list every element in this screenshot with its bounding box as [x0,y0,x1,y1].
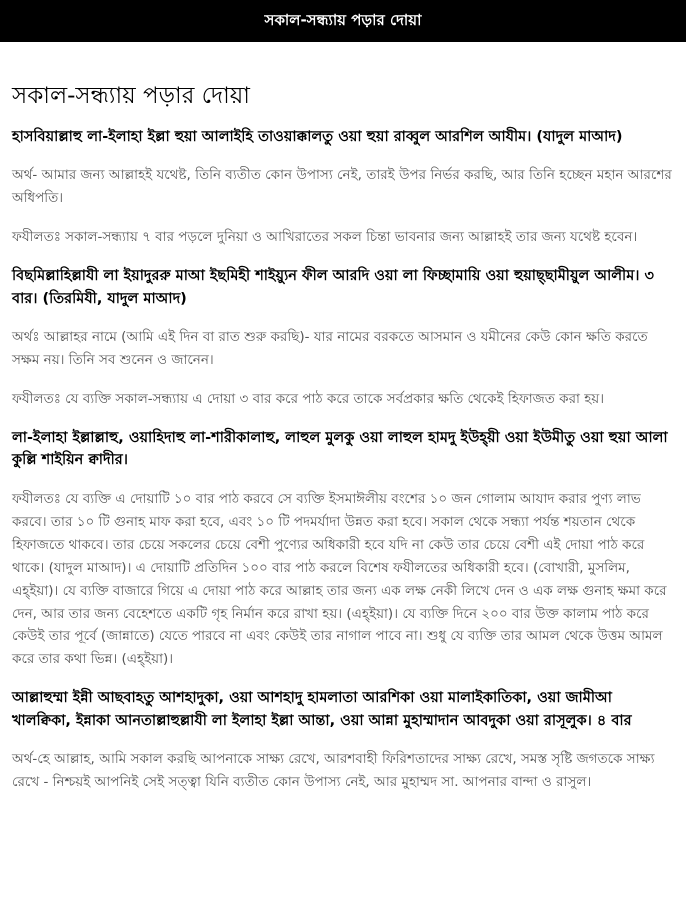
dua-virtue: ফযীলতঃ সকাল-সন্ধ্যায় ৭ বার পড়লে দুনিয়া ও আখিরাতের সকল চিন্তা ভাবনার জন্য আল্লাহই তার জন্য যথেষ্ট হবেন। [12,229,638,246]
dua-title: আল্লাহুম্মা ইন্নী আছবাহতু আশহাদুকা, ওয়া আশহাদু হামলাতা আরশিকা ওয়া মালাইকাতিকা, ওয়া জামীআ খালক্বিকা, ইন্নাকা আনতাল্লাহুল্লাযী লা ইলাহা ইল্লা আন্তা, ওয়া আন্না মুহাম্মাদান আবদুকা ওয়া রাসূলুক। ৪ বার [12,690,632,729]
dua-virtue: ফযীলতঃ যে ব্যক্তি এ দোয়াটি ১০ বার পাঠ করবে সে ব্যক্তি ইসমাঈলীয় বংশের ১০ জন গোলাম আযাদ করার পুণ্য লাভ করবে। তার ১০ টি গুনাহ মাফ করা হবে, এবং ১০ টি পদমর্যাদা উন্নত করা হবে। সকাল থেকে সন্ধ্যা পর্যন্ত শয়তান থেকে হিফাজতে থাকবে। তার চেয়ে সকলের চেয়ে বেশী পুণ্যের অধিকারী হবে যদি না কেউ তার চেয়ে বেশী এই দোয়া পাঠ করে থাকে। (যাদুল মাআদ)। এ দোয়াটি প্রতিদিন ১০০ বার পাঠ করলে বিশেষ ফযীলতের অধিকারী হবে। (বোখারী, মুসলিম, এহ্ইয়া)। যে ব্যক্তি বাজারে গিয়ে এ দোয়া পাঠ করে আল্লাহ তার জন্য এক লক্ষ নেকী লিখে দেন ও এক লক্ষ গুনাহ ক্ষমা করে দেন, আর তার জন্য বেহেশতে একটি গৃহ নির্মান করে রাখা হয়। (এহ্ইয়া)। যে ব্যক্তি দিনে ২০০ বার উক্ত কালাম পাঠ করে কেউই তার পূর্বে (জান্নাতে) যেতে পারবে না এবং কেউই তার নাগাল পাবে না। শুধু যে ব্যক্তি তার আমল থেকে উত্তম আমল করে তার কথা ভিন্ন। (এহ্ইয়া)। [12,490,667,668]
app-bar [0,0,686,42]
dua-section [12,265,674,411]
dua-meaning: অর্থ- আমার জন্য আল্লাহই যথেষ্ট, তিনি ব্যতীত কোন উপাস্য নেই, তারই উপর নির্ভর করছি, আর তিনি হচ্ছেন মহান আরশের অধিপতি। [12,167,672,207]
dua-title: হাসবিয়াল্লাহু লা-ইলাহা ইল্লা হুয়া আলাইহি তাওয়াক্কালতু ওয়া হুয়া রাব্বুল আরশিল আযীম। (যাদুল মাআদ) [12,128,623,145]
app-bar-title: সকাল-সন্ধ্যায় পড়ার দোয়া [264,10,422,29]
dua-meaning: অর্থ-হে আল্লাহ, আমি সকাল করছি আপনাকে সাক্ষ্য রেখে, আরশবাহী ফিরিশতাদের সাক্ষ্য রেখে, সমস্ত সৃষ্টি জগতকে সাক্ষ্য রেখে - নিশ্চয়ই আপনিই সেই সত্ত্বা যিনি ব্যতীত কোন উপাস্য নেই, আর মুহাম্মদ সা. আপনার বান্দা ও রাসুল। [12,751,655,791]
dua-virtue: ফযীলতঃ যে ব্যক্তি সকাল-সন্ধ্যায় এ দোয়া ৩ বার করে পাঠ করে তাকে সর্বপ্রকার ক্ষতি থেকেই হিফাজত করা হয়। [12,390,605,407]
page-title: সকাল-সন্ধ্যায় পড়ার দোয়া [12,83,250,109]
dua-meaning: অর্থঃ আল্লাহর নামে (আমি এই দিন বা রাত শুরু করছি)- যার নামের বরকতে আসমান ও যমীনের কেউ কোন ক্ষতি করতে সক্ষম নয়। তিনি সব শুনেন ও জানেন। [12,329,648,369]
dua-title: বিছমিল্লাহিল্লাযী লা ইয়াদুররু মাআ ইছমিহী শাইয়্যুন ফীল আরদি ওয়া লা ফিচ্ছামায়ি ওয়া হুয়াছ্ছামীয়ুল আলীম। ৩ বার। (তিরমিযী, যাদুল মাআদ) [12,268,654,307]
dua-section [12,126,674,249]
dua-title: লা-ইলাহা ইল্লাল্লাহু, ওয়াহিদাহু লা-শারীকালাহু, লাহুল মুলকু ওয়া লাহুল হামদু ইউহ্য়ী ওয়া ইউমীতু ওয়া হুয়া আলা কুল্লি শাইয়িন ক্বাদীর। [12,429,668,469]
dua-section [12,687,674,794]
content-area [0,42,686,794]
dua-section [12,427,674,671]
